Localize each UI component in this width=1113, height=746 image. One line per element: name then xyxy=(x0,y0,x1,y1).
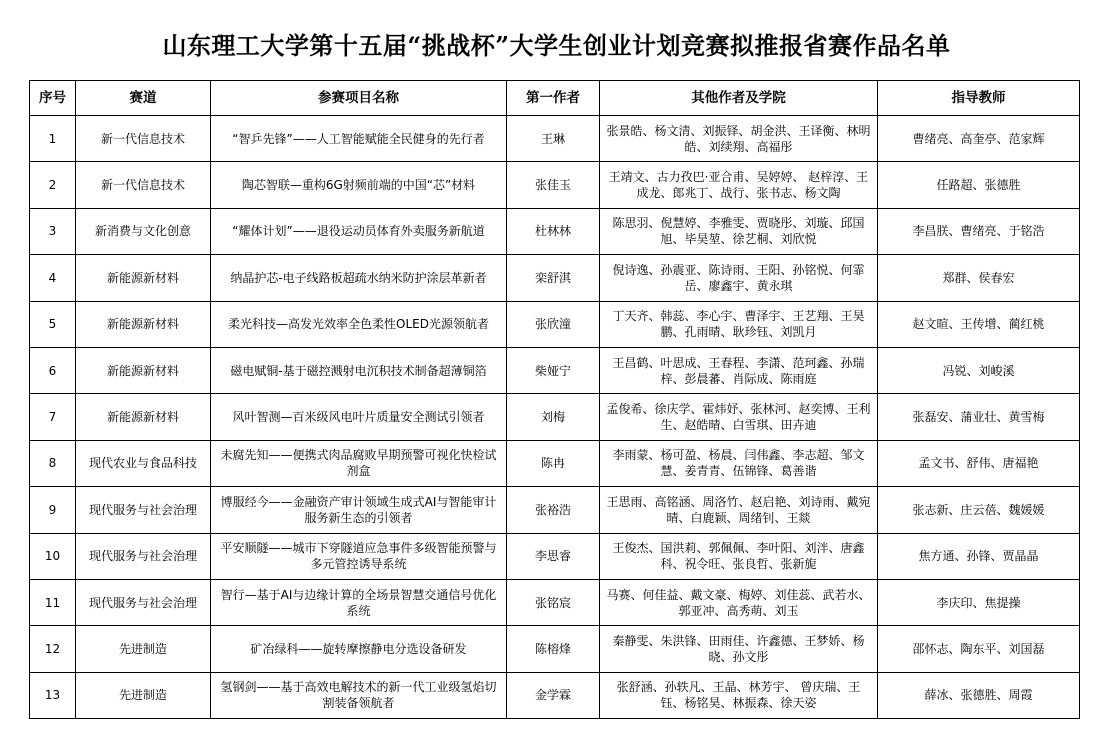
cell-first-author: 王琳 xyxy=(507,116,600,162)
cell-index: 11 xyxy=(30,579,76,625)
table-row xyxy=(30,394,1080,440)
cell-advisors: 曹绪亮、高奎亭、范家辉 xyxy=(878,116,1080,162)
cell-advisors: 任路超、张德胜 xyxy=(878,162,1080,208)
cell-project-name: 平安顺隧——城市下穿隧道应急事件多级智能预警与多元管控诱导系统 xyxy=(211,533,507,579)
cell-other-authors: 孟俊希、徐庆学、霍炜妤、张林河、赵奕博、王利生、赵皓晴、白雪琪、田卉迪 xyxy=(600,394,878,440)
cell-index: 10 xyxy=(30,533,76,579)
cell-first-author: 张佳玉 xyxy=(507,162,600,208)
header-index: 序号 xyxy=(30,81,76,116)
header-track: 赛道 xyxy=(76,81,211,116)
header-project-name: 参赛项目名称 xyxy=(211,81,507,116)
cell-project-name: 纳晶护芯-电子线路板超疏水纳米防护涂层革新者 xyxy=(211,255,507,301)
cell-first-author: 陈榕烽 xyxy=(507,626,600,672)
cell-other-authors: 陈思羽、倪慧婷、李雅雯、贾晓彤、刘璇、邱国旭、毕昊堃、徐艺桐、刘欣悦 xyxy=(600,208,878,254)
cell-index: 3 xyxy=(30,208,76,254)
cell-track: 新能源新材料 xyxy=(76,301,211,347)
cell-first-author: 张欣潼 xyxy=(507,301,600,347)
cell-track: 新能源新材料 xyxy=(76,394,211,440)
cell-advisors: 孟文书、舒伟、唐福艳 xyxy=(878,440,1080,486)
cell-first-author: 金学霖 xyxy=(507,672,600,718)
cell-first-author: 杜林林 xyxy=(507,208,600,254)
cell-project-name: 智行—基于AI与边缘计算的全场景智慧交通信号优化系统 xyxy=(211,579,507,625)
cell-other-authors: 王昌鹤、叶思成、王春程、李潇、范珂鑫、孙瑞梓、彭晨蕃、肖际成、陈雨庭 xyxy=(600,347,878,393)
table-row xyxy=(30,347,1080,393)
header-other-authors: 其他作者及学院 xyxy=(600,81,878,116)
cell-other-authors: 丁天齐、韩蕊、李心宇、曹泽宇、王艺翔、王昊鹏、孔雨晴、耿珍钰、刘凯月 xyxy=(600,301,878,347)
cell-advisors: 赵文暄、王传增、蔺红桃 xyxy=(878,301,1080,347)
cell-index: 9 xyxy=(30,487,76,533)
cell-other-authors: 王俊杰、国洪莉、郭佩佩、李叶阳、刘泮、唐鑫科、祝令旺、张良哲、张新旎 xyxy=(600,533,878,579)
table-row xyxy=(30,579,1080,625)
nominee-table xyxy=(29,80,1080,719)
cell-track: 先进制造 xyxy=(76,672,211,718)
cell-index: 13 xyxy=(30,672,76,718)
cell-track: 新一代信息技术 xyxy=(76,162,211,208)
cell-index: 8 xyxy=(30,440,76,486)
cell-advisors: 张志新、庄云蓓、魏媛媛 xyxy=(878,487,1080,533)
cell-advisors: 焦方通、孙锋、贾晶晶 xyxy=(878,533,1080,579)
table-row xyxy=(30,440,1080,486)
cell-index: 6 xyxy=(30,347,76,393)
table-row xyxy=(30,162,1080,208)
cell-advisors: 张磊安、蒲业壮、黄雪梅 xyxy=(878,394,1080,440)
cell-track: 新能源新材料 xyxy=(76,347,211,393)
cell-project-name: 博服经今——金融资产审计领域生成式AI与智能审计服务新生态的引领者 xyxy=(211,487,507,533)
table-row xyxy=(30,626,1080,672)
cell-track: 新一代信息技术 xyxy=(76,116,211,162)
cell-first-author: 张裕浩 xyxy=(507,487,600,533)
cell-other-authors: 王思雨、高铭涵、周洛竹、赵启艳、刘诗雨、戴宛晴、白鹿颖、周绪钊、王燚 xyxy=(600,487,878,533)
cell-project-name: 矿冶绿科——旋转摩擦静电分选设备研发 xyxy=(211,626,507,672)
cell-advisors: 李庆印、焦提操 xyxy=(878,579,1080,625)
cell-advisors: 李昌朕、曹绪亮、于铭浩 xyxy=(878,208,1080,254)
table-header-row xyxy=(30,81,1080,116)
page-title: 山东理工大学第十五届“挑战杯”大学生创业计划竞赛拟推报省赛作品名单 xyxy=(162,31,951,60)
table-row xyxy=(30,116,1080,162)
cell-project-name: “智乒先锋”——人工智能赋能全民健身的先行者 xyxy=(211,116,507,162)
cell-first-author: 张铭宸 xyxy=(507,579,600,625)
cell-project-name: 磁电赋铜-基于磁控溅射电沉积技术制备超薄铜箔 xyxy=(211,347,507,393)
cell-track: 现代服务与社会治理 xyxy=(76,579,211,625)
cell-other-authors: 秦静雯、朱洪锋、田雨佳、许鑫德、王梦娇、杨晓、孙文彤 xyxy=(600,626,878,672)
cell-index: 7 xyxy=(30,394,76,440)
cell-other-authors: 倪诗逸、孙震亚、陈诗雨、王阳、孙铭悦、何霏岳、廖鑫宇、黄永琪 xyxy=(600,255,878,301)
cell-other-authors: 张舒涵、孙轶凡、王晶、林芳宇、 曾庆瑞、王钰、杨铭昊、林振森、徐天姿 xyxy=(600,672,878,718)
cell-index: 1 xyxy=(30,116,76,162)
cell-track: 现代农业与食品科技 xyxy=(76,440,211,486)
cell-first-author: 李思睿 xyxy=(507,533,600,579)
cell-first-author: 柴娅宁 xyxy=(507,347,600,393)
cell-track: 新消费与文化创意 xyxy=(76,208,211,254)
cell-track: 新能源新材料 xyxy=(76,255,211,301)
cell-index: 4 xyxy=(30,255,76,301)
header-advisors: 指导教师 xyxy=(878,81,1080,116)
cell-first-author: 陈冉 xyxy=(507,440,600,486)
cell-index: 12 xyxy=(30,626,76,672)
cell-other-authors: 马赛、何佳益、戴文豪、梅婷、刘佳蕊、武若水、郭亚冲、高秀萌、刘玉 xyxy=(600,579,878,625)
table-row xyxy=(30,533,1080,579)
cell-first-author: 栾舒淇 xyxy=(507,255,600,301)
cell-other-authors: 王靖文、古力孜巴·亚合甫、吴婷婷、 赵梓淳、王成龙、郎兆丁、战行、张书志、杨文陶 xyxy=(600,162,878,208)
table-row xyxy=(30,301,1080,347)
cell-index: 2 xyxy=(30,162,76,208)
cell-index: 5 xyxy=(30,301,76,347)
cell-project-name: 柔光科技—高发光效率全色柔性OLED光源领航者 xyxy=(211,301,507,347)
table-row xyxy=(30,487,1080,533)
cell-project-name: 风叶智测—百米级风电叶片质量安全测试引领者 xyxy=(211,394,507,440)
cell-project-name: 氢钢剑——基于高效电解技术的新一代工业级氢焰切割装备领航者 xyxy=(211,672,507,718)
cell-track: 现代服务与社会治理 xyxy=(76,487,211,533)
cell-project-name: 陶芯智联—重构6G射频前端的中国“芯”材料 xyxy=(211,162,507,208)
cell-project-name: “耀体计划”——退役运动员体育外卖服务新航道 xyxy=(211,208,507,254)
cell-first-author: 刘梅 xyxy=(507,394,600,440)
cell-other-authors: 李雨蒙、杨可盈、杨晨、闫伟鑫、李志超、邹文慧、姜青青、伍锦锋、葛善谐 xyxy=(600,440,878,486)
cell-advisors: 郑群、侯春宏 xyxy=(878,255,1080,301)
cell-track: 现代服务与社会治理 xyxy=(76,533,211,579)
table-row xyxy=(30,255,1080,301)
table-row xyxy=(30,208,1080,254)
cell-track: 先进制造 xyxy=(76,626,211,672)
table-row xyxy=(30,672,1080,718)
cell-other-authors: 张景皓、杨文清、刘振铎、胡金洪、王译衡、林明皓、刘续翔、高福彤 xyxy=(600,116,878,162)
header-first-author: 第一作者 xyxy=(507,81,600,116)
cell-advisors: 冯锐、刘峻溪 xyxy=(878,347,1080,393)
cell-project-name: 未腐先知——便携式肉品腐败早期预警可视化快检试剂盒 xyxy=(211,440,507,486)
cell-advisors: 薛冰、张德胜、周霞 xyxy=(878,672,1080,718)
cell-advisors: 邵怀志、陶东平、刘国磊 xyxy=(878,626,1080,672)
